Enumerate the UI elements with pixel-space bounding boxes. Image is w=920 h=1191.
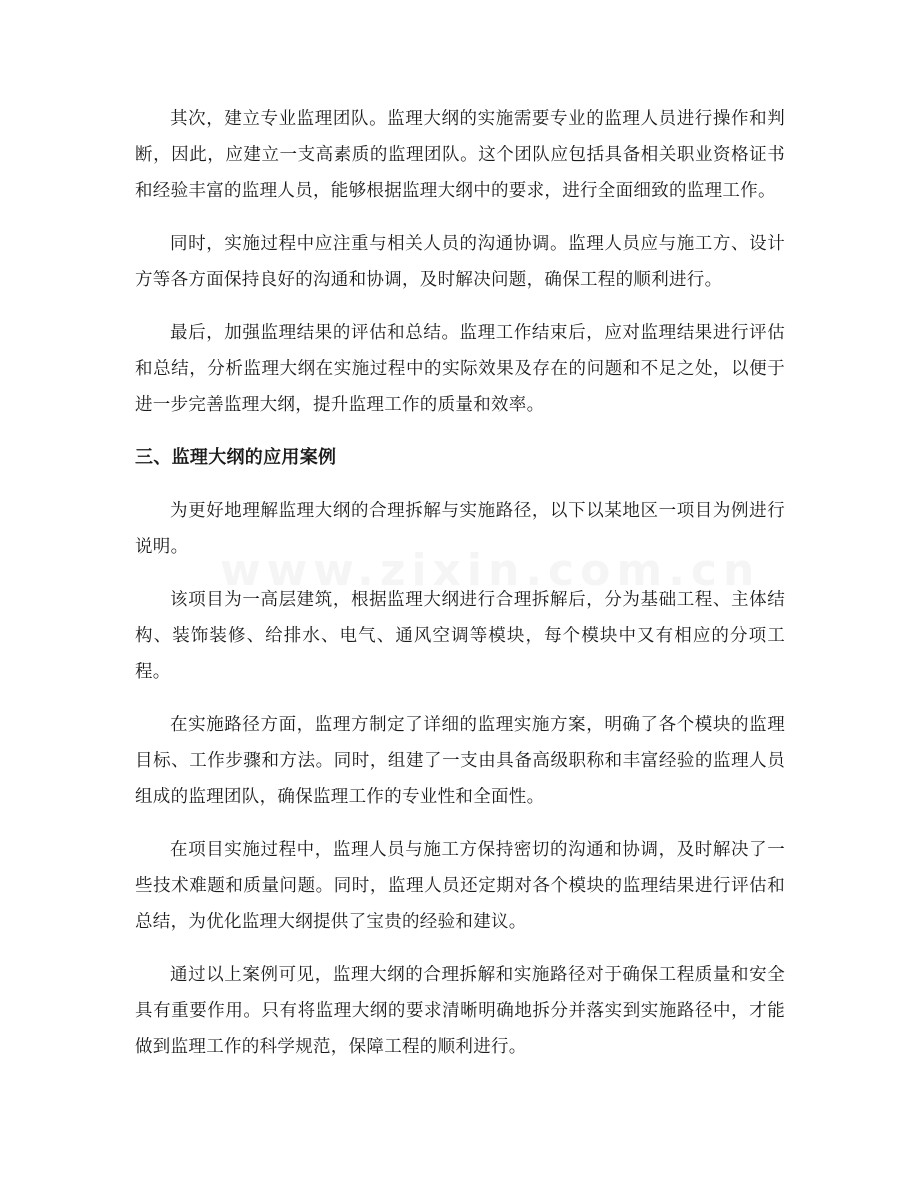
section-heading: 三、监理大纲的应用案例 xyxy=(135,447,337,468)
paragraph-case-conclusion: 通过以上案例可见，监理大纲的合理拆解和实施路径对于确保工程质量和安全具有重要作用。只有将监理大纲的要求清晰明确地拆分并落实到实施路径中，才能做到监理工作的科学规范，保障工程的顺利进行。 xyxy=(135,965,785,1057)
paragraph-evaluation: 最后，加强监理结果的评估和总结。监理工作结束后，应对监理结果进行评估和总结，分析监理大纲在实施过程中的实际效果及存在的问题和不足之处，以便于进一步完善监理大纲，提升监理工作的质量和效率。 xyxy=(135,323,785,415)
paragraph-case-project: 该项目为一高层建筑，根据监理大纲进行合理拆解后，分为基础工程、主体结构、装饰装修、给排水、电气、通风空调等模块，每个模块中又有相应的分项工程。 xyxy=(135,590,785,682)
paragraph-case-intro: 为更好地理解监理大纲的合理拆解与实施路径，以下以某地区一项目为例进行说明。 xyxy=(135,501,785,557)
paragraph-case-process: 在项目实施过程中，监理人员与施工方保持密切的沟通和协调，及时解决了一些技术难题和质量问题。同时，监理人员还定期对各个模块的监理结果进行评估和总结，为优化监理大纲提供了宝贵的经验和建议。 xyxy=(135,840,785,932)
paragraph-professional-team: 其次，建立专业监理团队。监理大纲的实施需要专业的监理人员进行操作和判断，因此，应建立一支高素质的监理团队。这个团队应包括具备相关职业资格证书和经验丰富的监理人员，能够根据监理大纲中的要求，进行全面细致的监理工作。 xyxy=(135,109,785,201)
watermark: www.zixin.com.cn xyxy=(220,545,761,596)
paragraph-case-path: 在实施路径方面，监理方制定了详细的监理实施方案，明确了各个模块的监理目标、工作步骤和方法。同时，组建了一支由具备高级职称和丰富经验的监理人员组成的监理团队，确保监理工作的专业性和全面性。 xyxy=(135,715,785,807)
paragraph-communication: 同时，实施过程中应注重与相关人员的沟通协调。监理人员应与施工方、设计方等各方面保持良好的沟通和协调，及时解决问题，确保工程的顺利进行。 xyxy=(135,234,785,290)
